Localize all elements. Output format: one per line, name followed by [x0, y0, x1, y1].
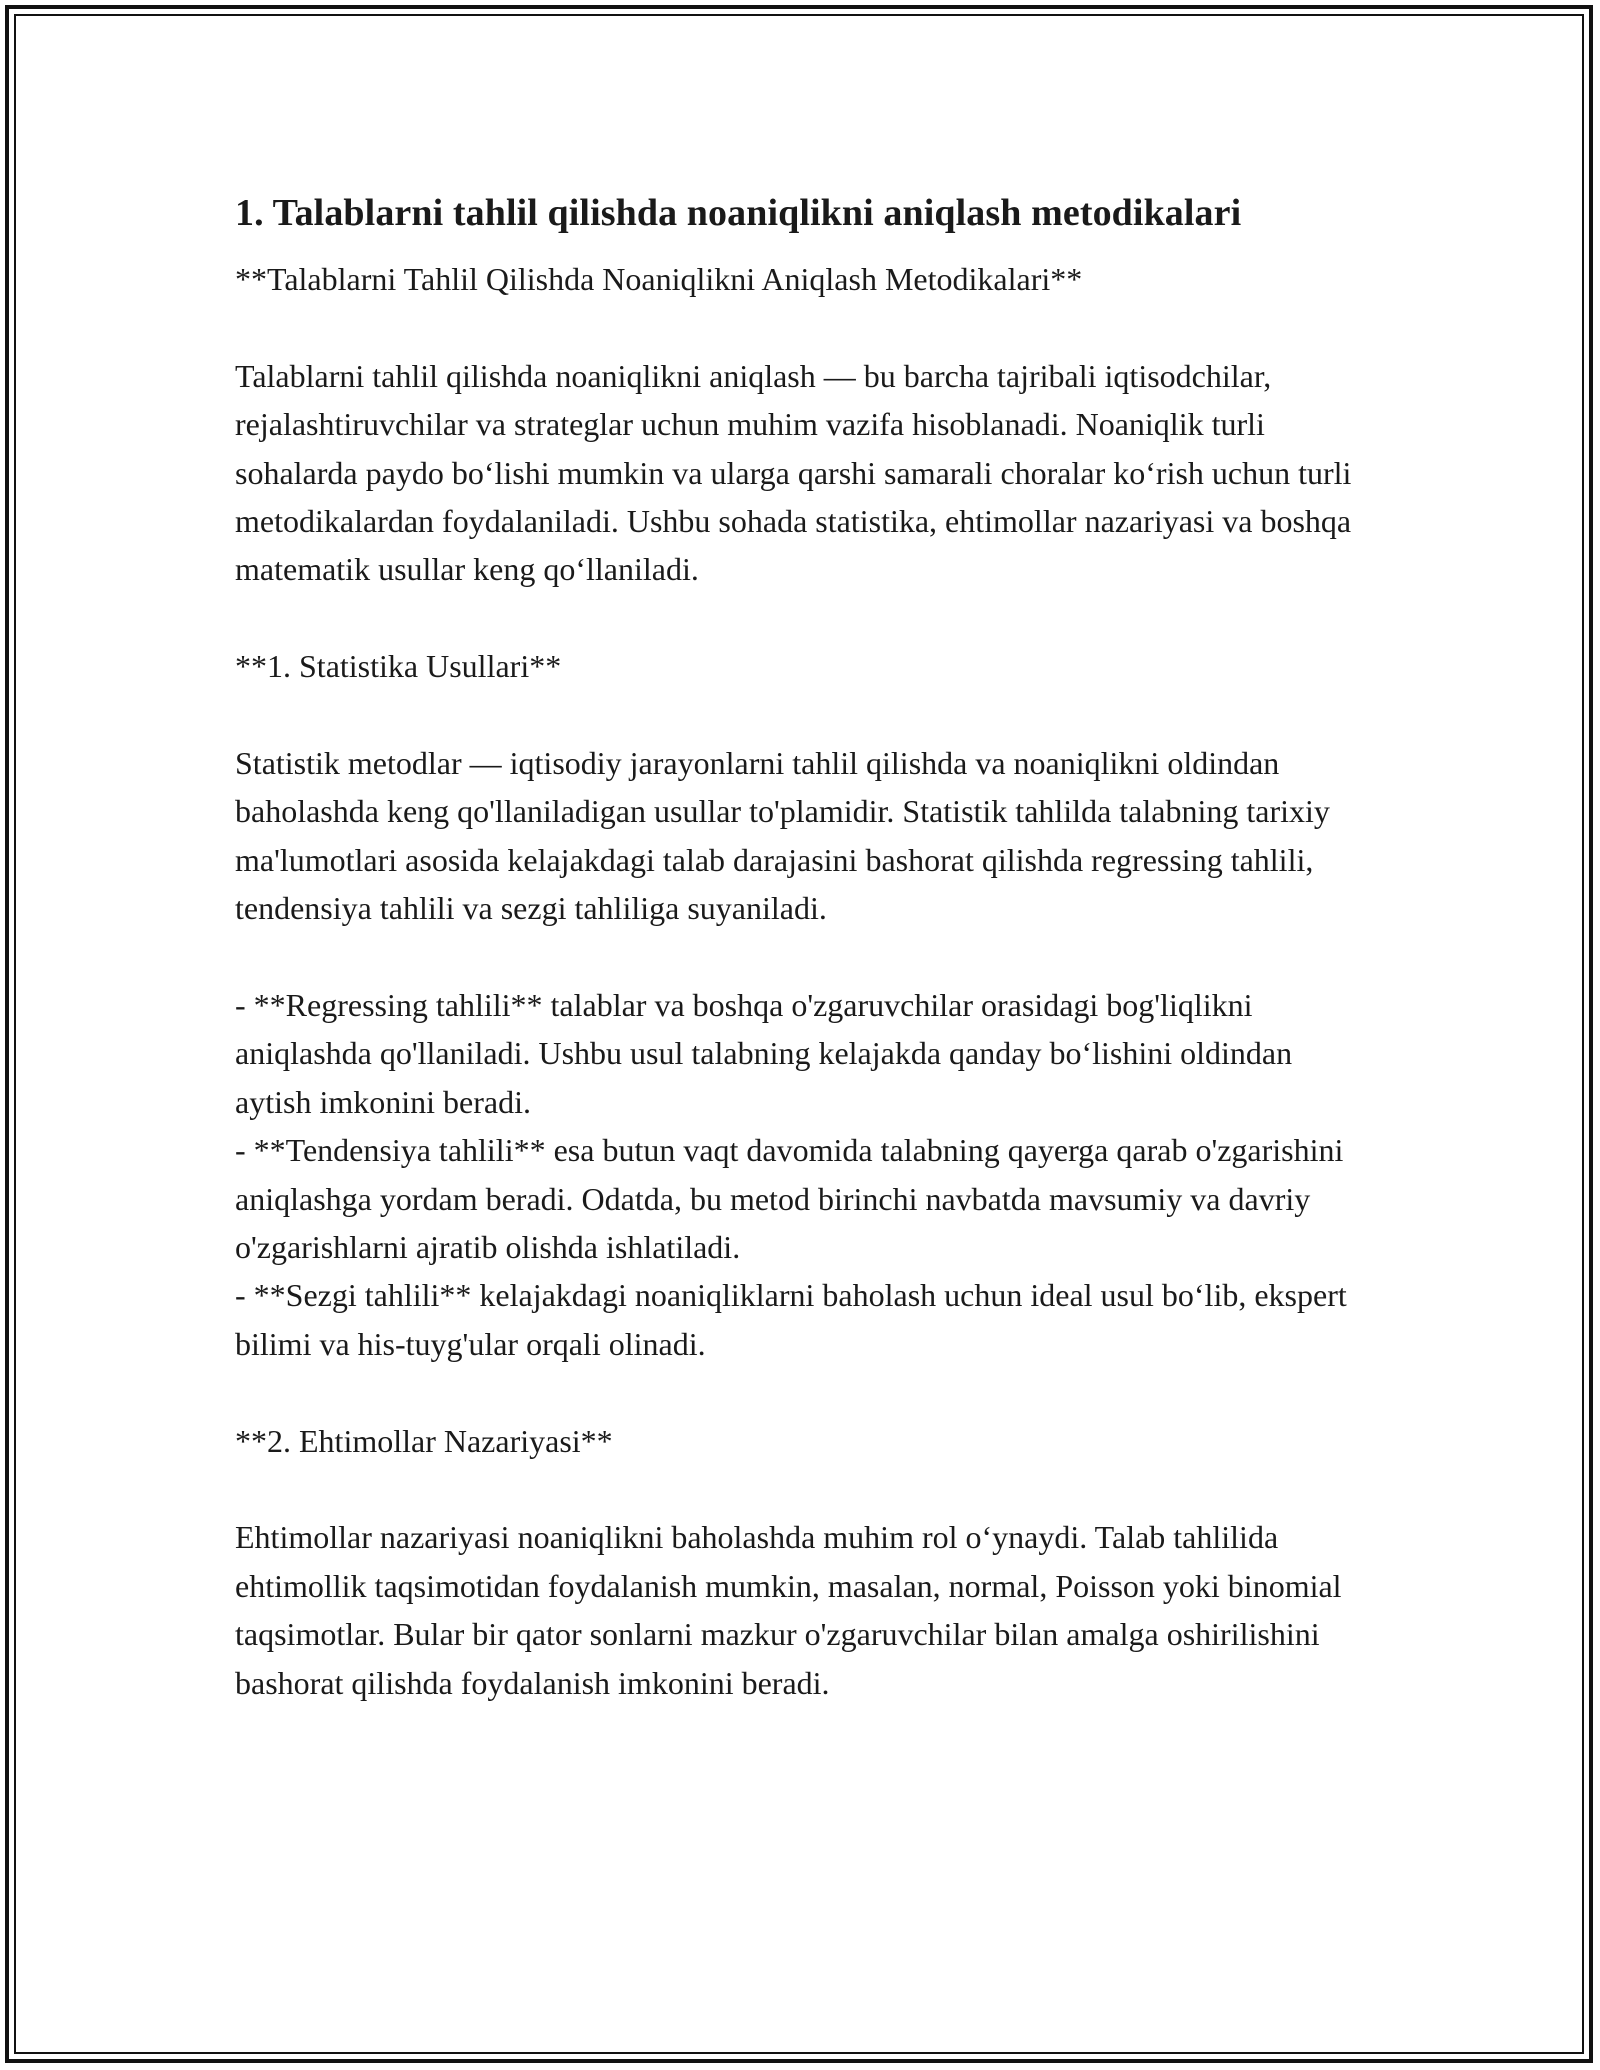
probability-paragraph: Ehtimollar nazariyasi noaniqlikni baholashda muhim rol o‘ynaydi. Talab tahlilida ehtimollik taqsimotidan foydalanish mumkin, masalan, normal, Poisson yoki binomial taqsimotlar. Bular bir qator sonlarni mazkur o'zgaruvchilar bilan amalga oshirilishini bashorat qilishda foydalanish imkonini beradi. — [235, 1519, 1342, 1701]
methods-bullet-list: - **Regressing tahlili** talablar va boshqa o'zgaruvchilar orasidagi bog'liqlikni aniqlashda qo'llaniladi. Ushbu usul talabning kelajakda qanday bo‘lishini oldindan aytish imkonini beradi. - **Tendensiya tahlili** esa butun vaqt davomida talabning qayerga qarab o'zgarishini aniqlashga yordam beradi. Odatda, bu metod birinchi navbatda mavsumiy va davriy o'zgarishlarni ajratib olishda ishlatiladi. - **Sezgi tahlili** kelajakdagi noaniqliklarni baholash uchun ideal usul bo‘lib, ekspert bilimi va his-tuyg'ular orqali olinadi. — [235, 987, 1347, 1362]
document-body — [235, 185, 1365, 1707]
section-heading-statistics: **1. Statistika Usullari** — [235, 648, 562, 685]
statistics-paragraph: Statistik metodlar — iqtisodiy jarayonlarni tahlil qilishda va noaniqlikni oldindan baholashda keng qo'llaniladigan usullar to'plamidir. Statistik tahlilda talabning tarixiy ma'lumotlari asosida kelajakdagi talab darajasini bashorat qilishda regressing tahlili, tendensiya tahlili va sezgi tahliliga suyaniladi. — [235, 745, 1330, 927]
section-heading-probability: **2. Ehtimollar Nazariyasi** — [235, 1422, 613, 1459]
intro-paragraph: Talablarni tahlil qilishda noaniqlikni aniqlash — bu barcha tajribali iqtisodchilar, rejalashtiruvchilar va strateglar uchun muhim vazifa hisoblanadi. Noaniqlik turli sohalarda paydo bo‘lishi mumkin va ularga qarshi samarali choralar ko‘rish uchun turli metodikalardan foydalaniladi. Ushbu sohada statistika, ehtimollar nazariyasi va boshqa matematik usullar keng qo‘llaniladi. — [235, 357, 1352, 588]
document-title: 1. Talablarni tahlil qilishda noaniqlikni aniqlash metodikalari — [235, 192, 1242, 234]
section-heading-markdown: **Talablarni Tahlil Qilishda Noaniqlikni Aniqlash Metodikalari** — [235, 261, 1083, 297]
